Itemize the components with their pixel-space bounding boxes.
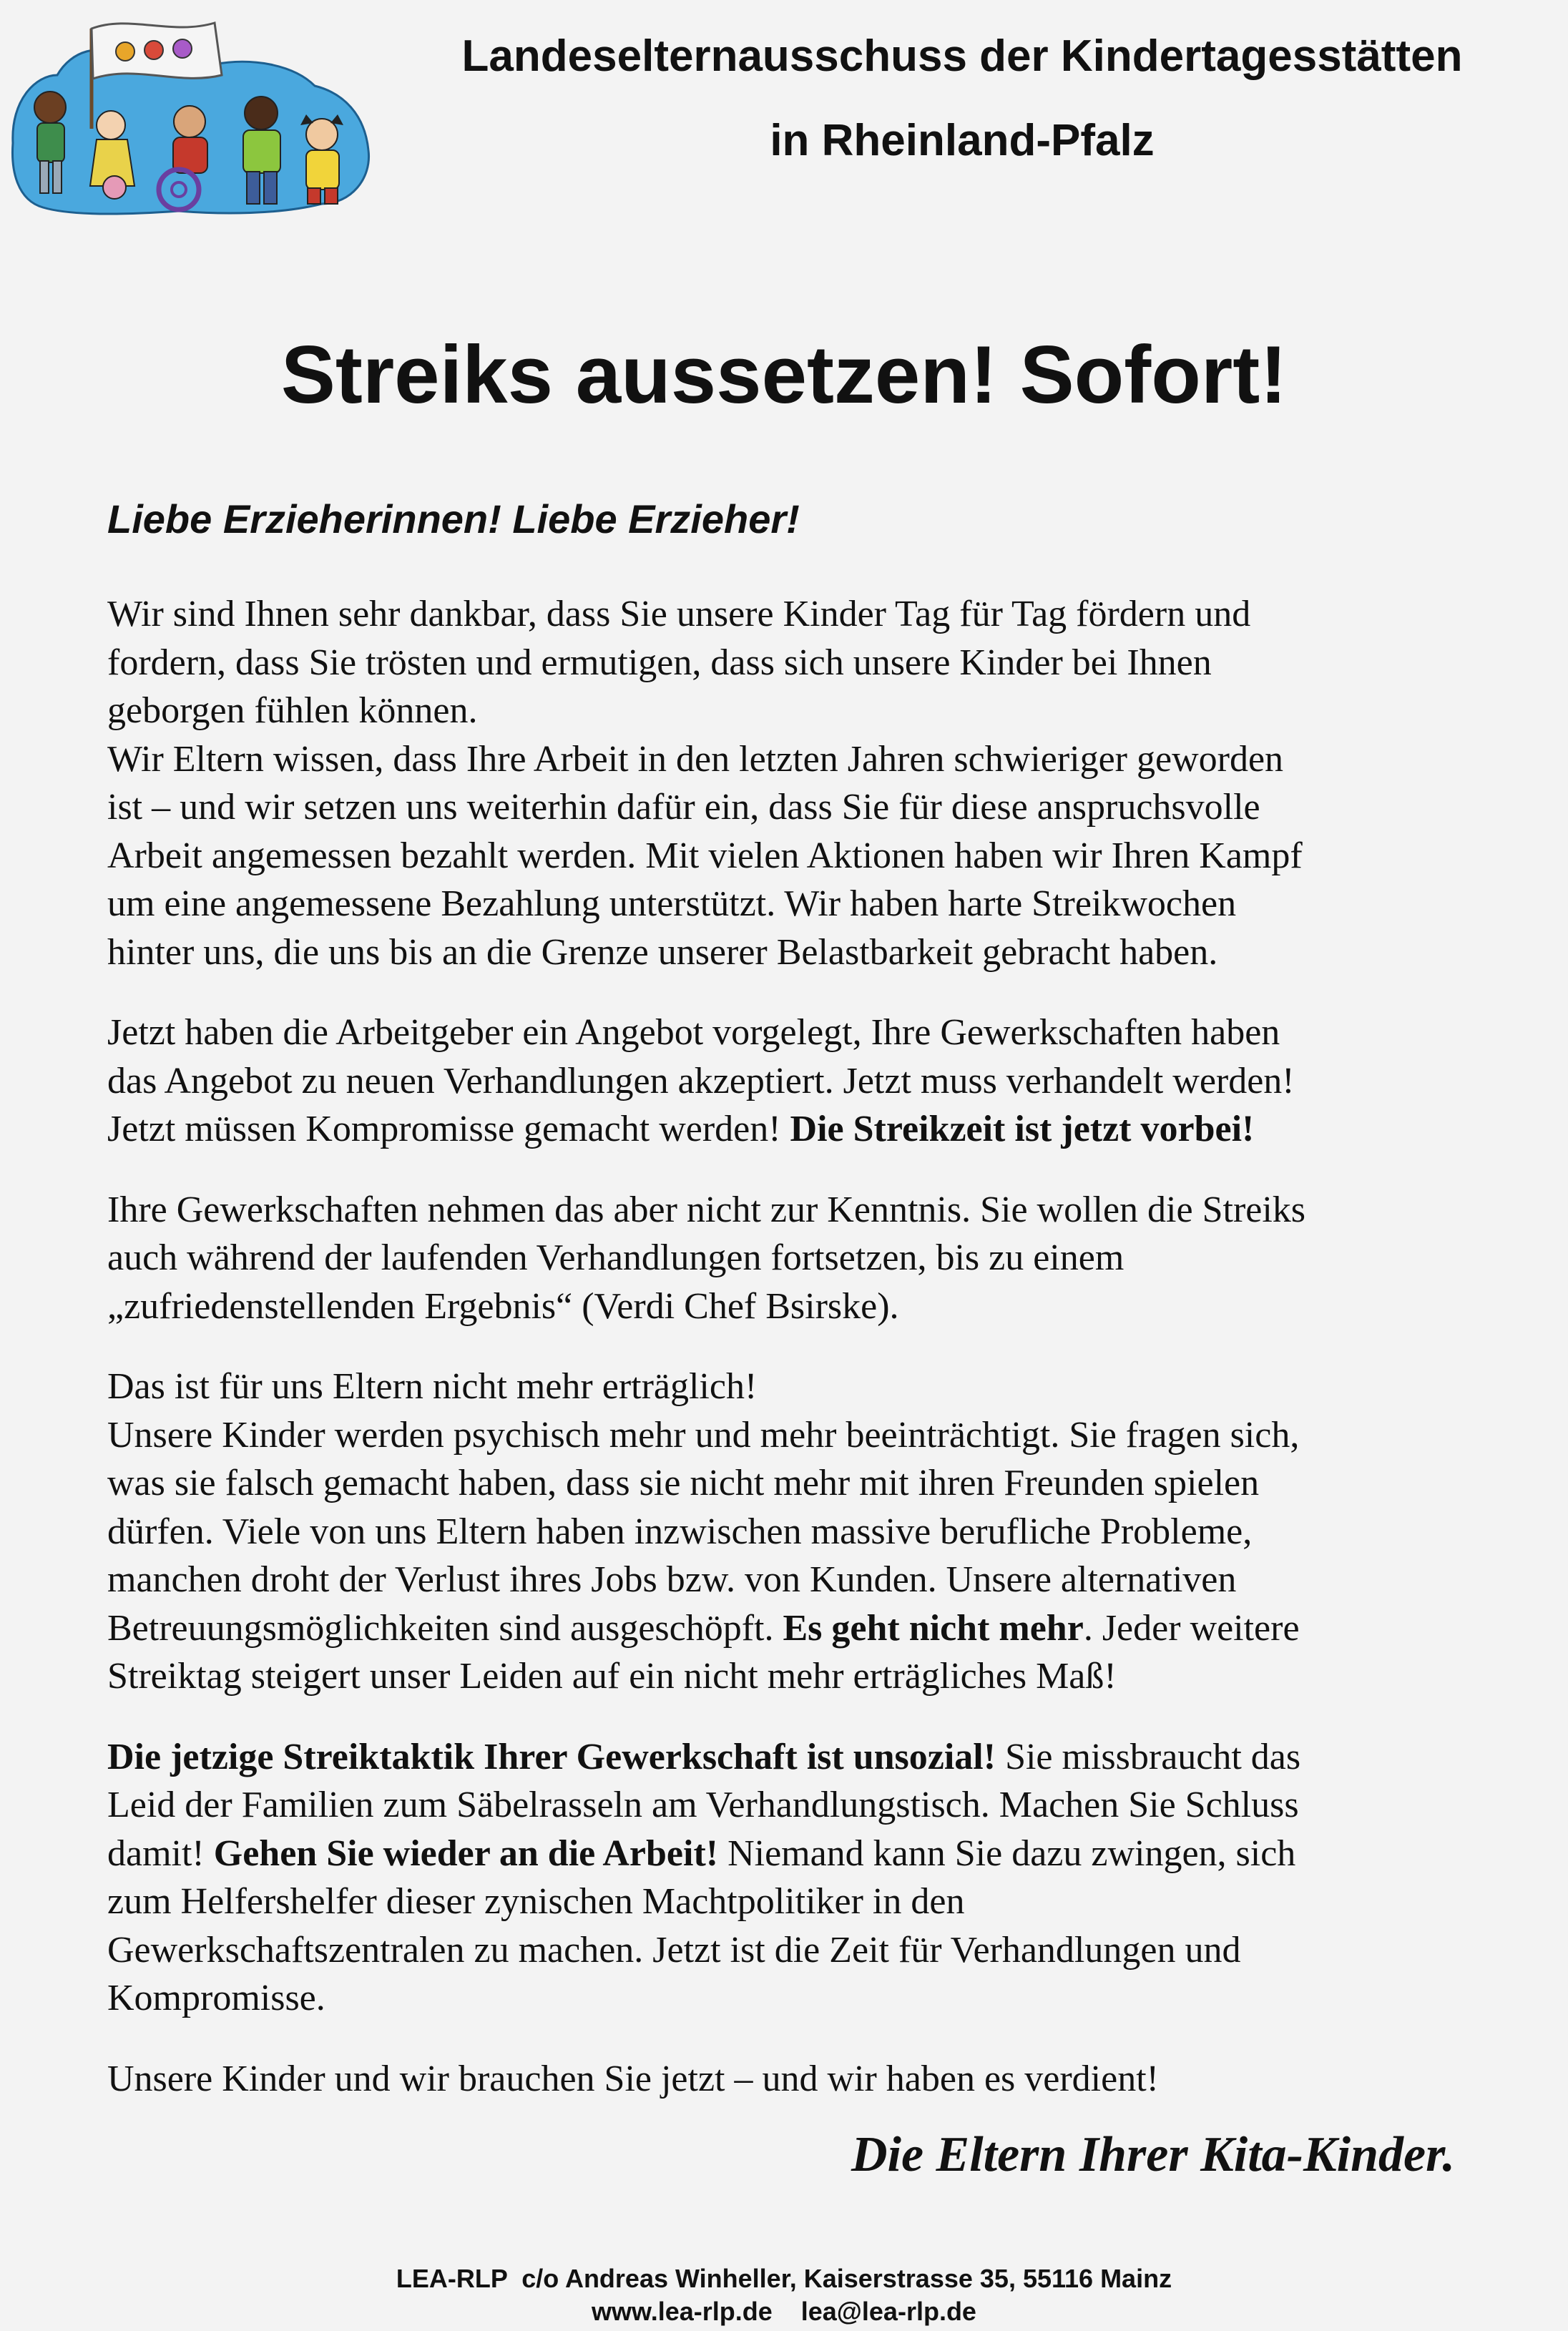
emphasis-text: Es geht nicht mehr <box>783 1607 1084 1649</box>
text-line <box>107 639 1509 687</box>
body-text-run: Streiktag steigert unser Leiden auf ein nicht mehr erträgliches Maß! <box>107 1656 1117 1697</box>
text-line <box>107 1974 1509 2023</box>
body-text-run: geborgen fühlen können. <box>107 690 478 731</box>
text-line <box>107 1459 1509 1508</box>
page-title: Streiks aussetzen! Sofort! <box>280 330 1288 421</box>
footer-contact: www.lea-rlp.de lea@lea-rlp.de <box>592 2297 976 2326</box>
text-line <box>107 1830 1509 1878</box>
body-text-run: dürfen. Viele von uns Eltern haben inzwischen massive berufliche Probleme, <box>107 1511 1253 1552</box>
body-text-run: auch während der laufenden Verhandlungen fortsetzen, bis zu einem <box>107 1237 1124 1278</box>
text-line <box>107 1733 1509 1782</box>
children-group-logo-icon <box>7 7 372 222</box>
body-text-run: Wir sind Ihnen sehr dankbar, dass Sie unsere Kinder Tag für Tag fördern und <box>107 594 1251 634</box>
emphasis-text: Die jetzige Streiktaktik Ihrer Gewerkschaft ist unsozial! <box>107 1736 996 1777</box>
text-line <box>107 1057 1509 1106</box>
letter-paragraph <box>107 1733 1509 2023</box>
text-line <box>107 1556 1509 1604</box>
text-line <box>107 1009 1509 1057</box>
text-line <box>107 928 1509 977</box>
body-text-run: Jetzt müssen Kompromisse gemacht werden! <box>107 1109 790 1149</box>
text-line <box>107 783 1509 832</box>
body-text-run: Unsere Kinder und wir brauchen Sie jetzt – und wir haben es verdient! <box>107 2058 1159 2099</box>
salutation: Liebe Erzieherinnen! Liebe Erzieher! <box>107 496 800 541</box>
body-text-run: ist – und wir setzen uns weiterhin dafür ein, dass Sie für diese anspruchsvolle <box>107 787 1260 828</box>
emphasis-text: Die Streikzeit ist jetzt vorbei! <box>790 1109 1255 1149</box>
text-line <box>107 687 1509 735</box>
text-line <box>107 1926 1509 1975</box>
text-line <box>107 1186 1509 1235</box>
body-text-run: Jetzt haben die Arbeitgeber ein Angebot vorgelegt, Ihre Gewerkschaften haben <box>107 1012 1280 1053</box>
body-text-run: Kompromisse. <box>107 1978 325 2018</box>
letter-paragraph <box>107 590 1509 976</box>
text-line <box>107 1105 1509 1154</box>
body-text-run: Niemand kann Sie dazu zwingen, sich <box>718 1832 1296 1874</box>
text-line <box>107 1411 1509 1460</box>
text-line <box>107 1652 1509 1701</box>
signature: Die Eltern Ihrer Kita-Kinder. <box>851 2127 1455 2182</box>
letter-paragraph <box>107 1186 1509 1331</box>
body-text-run: manchen droht der Verlust ihres Jobs bzw. von Kunden. Unsere alternativen <box>107 1559 1237 1600</box>
text-line <box>107 1234 1509 1282</box>
body-text-run: „zufriedenstellenden Ergebnis“ (Verdi Chef Bsirske). <box>107 1285 899 1327</box>
body-text-run: zum Helfershelfer dieser zynischen Machtpolitiker in den <box>107 1881 965 1922</box>
letter-paragraph <box>107 1009 1509 1154</box>
text-line <box>107 1363 1509 1411</box>
body-text-run: Sie missbraucht das <box>996 1736 1301 1777</box>
text-line <box>107 1781 1509 1830</box>
body-text-run: Wir Eltern wissen, dass Ihre Arbeit in den letzten Jahren schwieriger geworden <box>107 738 1284 780</box>
text-line <box>107 1508 1509 1556</box>
body-text-run: Das ist für uns Eltern nicht mehr erträglich! <box>107 1366 758 1407</box>
organization-name-line2: in Rheinland-Pfalz <box>770 116 1155 165</box>
body-text-run: das Angebot zu neuen Verhandlungen akzeptiert. Jetzt muss verhandelt werden! <box>107 1060 1295 1101</box>
text-line <box>107 735 1509 784</box>
body-text-run: Gewerkschaftszentralen zu machen. Jetzt ist die Zeit für Verhandlungen und <box>107 1929 1241 1971</box>
letter-body <box>107 590 1509 2135</box>
body-text-run: . Jeder weitere <box>1083 1607 1300 1649</box>
body-text-run: um eine angemessene Bezahlung unterstützt. Wir haben harte Streikwochen <box>107 883 1237 924</box>
text-line <box>107 2055 1509 2104</box>
body-text-run: Ihre Gewerkschaften nehmen das aber nicht zur Kenntnis. Sie wollen die Streiks <box>107 1189 1306 1230</box>
body-text-run: Betreuungsmöglichkeiten sind ausgeschöpft. <box>107 1607 783 1649</box>
text-line <box>107 832 1509 880</box>
organization-name-line1: Landeselternausschuss der Kindertagesstätten <box>461 31 1463 81</box>
letter-paragraph <box>107 2055 1509 2104</box>
body-text-run: was sie falsch gemacht haben, dass sie nicht mehr mit ihren Freunden spielen <box>107 1463 1260 1503</box>
text-line <box>107 1282 1509 1331</box>
text-line <box>107 1878 1509 1926</box>
body-text-run: Leid der Familien zum Säbelrasseln am Verhandlungstisch. Machen Sie Schluss <box>107 1785 1299 1825</box>
emphasis-text: Gehen Sie wieder an die Arbeit! <box>213 1832 719 1874</box>
footer-address: LEA-RLP c/o Andreas Winheller, Kaiserstrasse 35, 55116 Mainz <box>396 2264 1172 2293</box>
body-text-run: Unsere Kinder werden psychisch mehr und mehr beeinträchtigt. Sie fragen sich, <box>107 1414 1300 1456</box>
text-line <box>107 1604 1509 1653</box>
text-line <box>107 880 1509 928</box>
letter-paragraph <box>107 1363 1509 1701</box>
body-text-run: hinter uns, die uns bis an die Grenze unserer Belastbarkeit gebracht haben. <box>107 931 1218 973</box>
body-text-run: damit! <box>107 1832 214 1874</box>
text-line <box>107 590 1509 639</box>
body-text-run: fordern, dass Sie trösten und ermutigen, dass sich unsere Kinder bei Ihnen <box>107 642 1212 683</box>
body-text-run: Arbeit angemessen bezahlt werden. Mit vielen Aktionen haben wir Ihren Kampf <box>107 835 1303 876</box>
